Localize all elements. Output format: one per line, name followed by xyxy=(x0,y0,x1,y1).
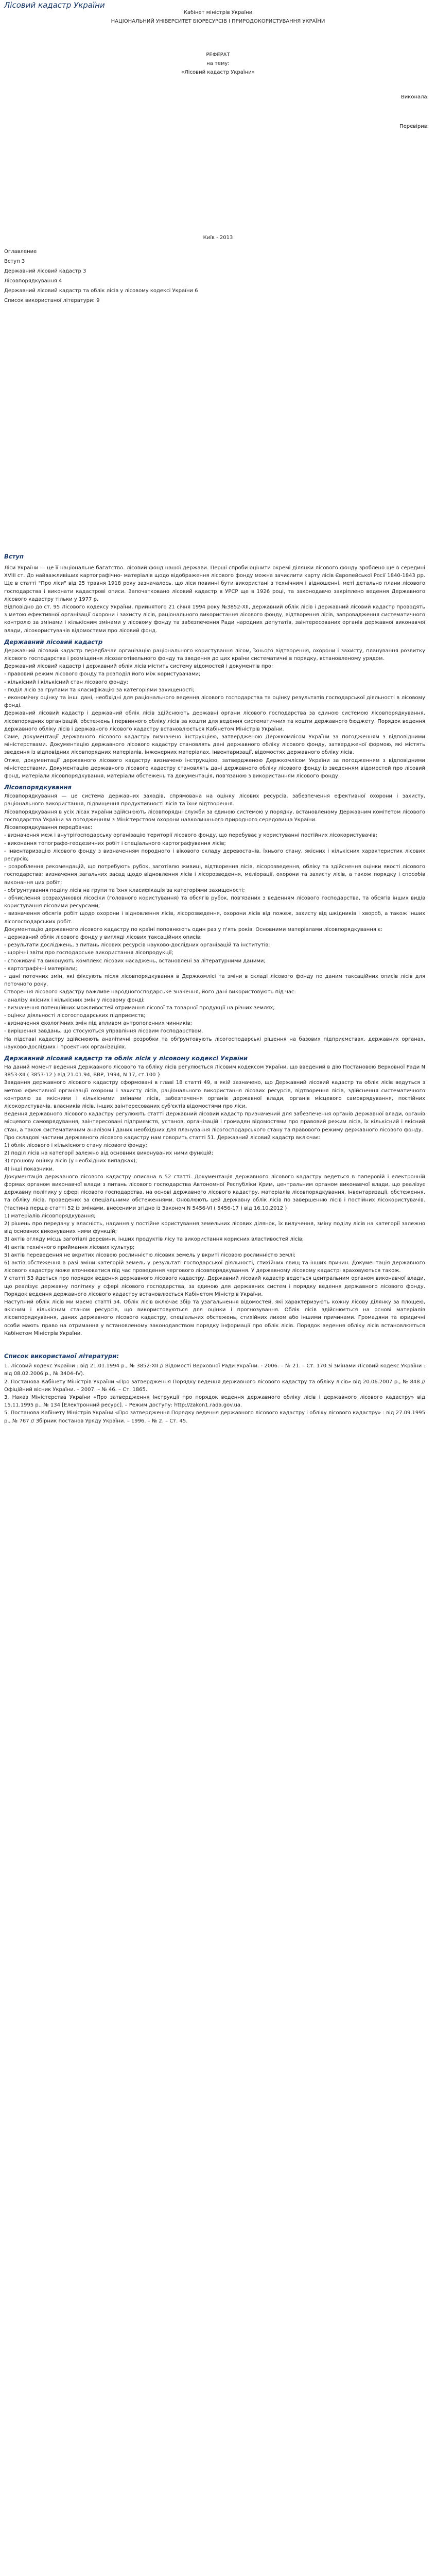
reference-item: 5. Постанова Кабінету Міністрів України «Про затвердження Порядку ведення державного лісового кадастру і обліку лісового кадастру» : від 27.09.1995 р., № 767 // Збірник постанов Уряду України. – 1996. – № 2. – Ст. 45. xyxy=(4,1410,425,1424)
paragraph: Документацію державного лісового кадастру по країні поповнюють один раз у п'ять років. Основними матеріалами лісовпорядкування є: xyxy=(4,926,382,933)
section-forestry xyxy=(4,780,425,1051)
toc-heading: Оглавление xyxy=(4,249,37,255)
paragraph: Створення лісового кадастру важливе народногосподарське значення, його дані використовують під час: xyxy=(4,989,296,995)
list-item: 4) актів технічного приймання лісових культур; xyxy=(4,1244,135,1250)
list-item: - економічну оцінку та інші дані, необхідні для раціонального ведення лісового господарства та оцінку результатів господарської діяльності в лісовому фонді. xyxy=(4,695,425,709)
paragraph: Державний лісовий кадастр і державний облік лісів містить систему відомостей і документів про: xyxy=(4,664,273,670)
reference-item: 3. Наказ Міністерства України «Про затвердження Інструкції про порядок ведення державного обліку лісів і державного лісового кадастру» від 15.11.1995 р., № 134 [Електронний ресурс]. – Режим доступу: http://zakon1.rada.gov.ua. xyxy=(4,1394,425,1409)
list-item: 6) актів обстеження в разі зміни категорій земель у результаті господарської діяльності, стихійних явищ та інших причин. Документація державного лісового кадастру може вточнюватися під час проведення чергового лісовпорядкування. У державному лісовому кадастрі враховуються також. xyxy=(4,1260,425,1274)
section-cadastre xyxy=(4,635,425,780)
section-heading-references: Список використаної літератури: xyxy=(4,1352,119,1360)
list-item: - споживачі та виконують комплекс лісових насаджень, встановлені за літературними даними; xyxy=(4,958,266,964)
list-item: - поділ лісів за групами та класифікацію за категоріями захищеності; xyxy=(4,687,195,693)
list-item: - визначення екологічних змін під впливом антропогенних чинників; xyxy=(4,1021,192,1027)
list-item: - визначення меж і внутрігосподарську організацію території лісового фонду, що перебуває у користуванні постійних лісокористувачів; xyxy=(4,833,377,839)
paragraph: Ліси України — це її національне багатство. лісовий фонд нашої держави. Перші спроби оцінити окремі ділянки лісового фонду зроблено ще в середині XVIII ст. До найважливіших картографічно- матеріалів щодо відображення лісового фонду можна зачислити карту лісів Європейської Росії 1840-1843 рр. Ще в статті "Про ліси" від 25 травня 1918 року зазначалось, що ліси повинні бути використані з технічним і відношенні, меті детально плани лісового господарства і виконати кадастрові описи. Започатковано лісовий кадастр в УРСР ще в 1926 році, та законодавчо закріплено ведення Державного лісового кадастру тільки у 1977 р. xyxy=(4,565,425,602)
toc-item-forestry[interactable]: Лісовпорядкування 4 xyxy=(4,278,62,284)
paragraph: Документація державного лісового кадастру описана в 52 статті. Документація державного лісового кадастру ведеться в паперовій і електронній формах органом виконавчої влади з питань лісового господарства Автономної Республіки Крим, центральним органом виконавчої влади, що реалізує державну політику у сфері лісового господарства, на основі державного лісового кадастру, матеріалів лісовпорядкування, інвентаризації, обстеження, та обліку лісів, проведених за спеціальними обстеженнями. Оновлюють цей державну облік лісів по завершенню лісів і постійних лісокористувачів. (Частина перша статті 52 із змінами, внесеними згідно із Законом N 5456-VI ( 5456-17 ) від 16.10.2012 ) xyxy=(4,1174,425,1211)
paragraph: Ведення державного лісового кадастру регулюють статті Державний лісовий кадастр призначений для забезпечення органів державної влади, органів місцевого самоврядування, заінтересовані підприємств, установ, організацій і громадян відомостями про правовий режим лісів, їх кількісний і якісний стан, а також систематичним аналізом і даних необхідних для планування лісогосподарського стану та правового режиму державного лісового фонду. xyxy=(4,1111,425,1133)
list-item: - визначення потенційних можливостей отримання лісової та товарної продукції на різних землях; xyxy=(4,1005,275,1011)
section-intro xyxy=(4,551,425,635)
list-item: - інвентаризацію лісового фонду з визначенням породного і вікового складу деревостанів, їхнього стану, якісних і кількісних характеристик лісових ресурсів; xyxy=(4,848,425,862)
section-heading-forestry: Лісовпорядкування xyxy=(4,784,72,791)
paragraph: Саме, документації державного лісового кадастру визначено інструкцією, затвердженою Держкомлісом України за погодженням з відповідними міністерствами. Документацію державного лісового кадастру становлять дані державного обліку лісового фонду, затвердженої формою, які містять зведення із відповідних лісовпорядних матеріалів, інженерних матеріалах, інвентаризації, відомостях державного обліку лісів. xyxy=(4,734,425,756)
cover-topic: «Лісовий кадастр України» xyxy=(181,70,255,75)
section-heading-forest-code: Державний лісовий кадастр та облік лісів у лісовому кодексі України xyxy=(4,1054,248,1062)
toc-item-cadastre[interactable]: Державний лісовий кадастр 3 xyxy=(4,268,86,274)
list-item: - щорічні звіти про господарське використання лісопродукції; xyxy=(4,950,173,956)
list-item: 5) актів переведення не вкритих лісовою рослинністю лісових земель у вкриті лісовою рослинністю землі; xyxy=(4,1252,296,1258)
list-item: - оцінки діяльності лісогосподарських підприємств; xyxy=(4,1012,146,1019)
list-item: 2) поділ лісів на категорії залежно від основних виконуваних ними функцій; xyxy=(4,1150,214,1157)
paragraph: Завдання державного лісового кадастру сформовані в главі 18 статті 49, в якій зазначено, що Державний лісовий кадастр та облік лісів ведуться з метою ефективної організації охорони і захисту лісів, раціонального використання лісових ресурсів, відтворення лісів, здійснення систематичного контролю за якісними і кількісними змінами лісів, забезпечення органів державної влади, органів місцевого самоврядування, постійних лісокористувачів, власників лісів, інших заінтересованих суб'єктів відомостями про ліси. xyxy=(4,1080,425,1109)
toc-item-intro[interactable]: Вступ 3 xyxy=(4,259,25,264)
list-item: - обчислення розрахункової лісосіки (головного користування) та обсягів рубок, пов'язаних з веденням лісового господарства, та обсягів інших видів користування лісовими ресурсами; xyxy=(4,895,425,909)
list-item: - виконання топографо-геодезичних робіт і спеціального картографування лісів; xyxy=(4,840,226,846)
paragraph: У статті 53 йдеться про порядок ведення державного лісового кадастру. Державний лісовий кадастр ведеться центральним органом виконавчої влади, що реалізує державну політику у сфері лісового господарства, за єдиною для державних систем і порядку ведення державного лісового фонду. Порядок ведення державного лісового кадастру встановлюється Кабінетом Міністрів України. xyxy=(4,1276,425,1297)
toc-item-code[interactable]: Державний лісовий кадастр та облік лісів у лісовому кодексі України 6 xyxy=(4,288,198,294)
cover-university: НАЦІОНАЛЬНИЙ УНІВЕРСИТЕТ БІОРЕСУРСІВ І ПРИРОДОКОРИСТУВАННЯ УКРАЇНИ xyxy=(111,19,325,24)
list-item: - картографічні матеріали; xyxy=(4,965,77,972)
paragraph: Лісовпорядкування — це система державних заходів, спрямована на оцінку лісових ресурсів, забезпечення ефективної охорони і захисту, раціонального використання, підвищення продуктивності лісів та їхнє відтворення. xyxy=(4,793,425,807)
section-forest-code xyxy=(4,1051,425,1337)
paragraph: На даний момент ведення Державного лісового та обліку лісів регулюється Лісовим кодексом України, що введений в дію Постановою Верховної Ради N 3853-XII ( 3853-12 ) від 21.01.94, ВВР, 1994, N 17, ст.100 } xyxy=(4,1064,425,1078)
list-item: 4) інші показники. xyxy=(4,1166,54,1172)
list-item: - державний облік лісового фонду у вигляді лісових таксаційних описів; xyxy=(4,934,202,940)
list-item: - визначення обсягів робіт щодо охорони і відновлення лісів, лісорозведення, охорони лісів від пожеж, захисту від шкідників і хвороб, а також інших лісогосподарських робіт. xyxy=(4,911,425,925)
list-item: - дані поточних змін, які фіксують після лісовпорядкування в Держкомлісі та зміни в складі лісового фонду по даним таксаційних описів лісів для поточного року. xyxy=(4,973,425,988)
paragraph: Відповідно до ст. 95 Лісового кодексу України, прийнятого 21 січня 1994 року №3852-XII, державний облік лісів і державний лісовий кадастр проводять з метою ефективної організації охорони і захисту лісів, раціонального використання лісового фонду, відтворення лісів, запровадження систематичного контролю за змінами і кількісним змінами у лісовому фонду та забезпечення Ради народних депутатів, заінтересованих органів державної виконавчої влади, лісокористувачів відомостями про лісовий фонд. xyxy=(4,604,425,634)
toc-item-references[interactable]: Список використаної літератури: 9 xyxy=(4,298,100,303)
list-item: - розроблення рекомендацій, що потребують рубок, заготівлю живиці, відтворення лісів, лісорозведення, обліку та здійснення оцінки якості лісового господарства; визначення загальних засад щодо відновлення лісів і лісорозведення, меліорації, охорони та захисту лісів, а також порядку і способів виконання цих робіт; xyxy=(4,864,425,886)
list-item: 3) актів огляду місць заготівлі деревини, інших продуктів лісу та використання корисних властивостей лісів; xyxy=(4,1236,304,1243)
list-item: - вирішення завдань, що стосуються управління лісовим господарством. xyxy=(4,1028,203,1035)
cover-department: Кабінет міністрів України xyxy=(183,10,253,15)
list-item: 1) облік лісового і кількісного стану лісового фонду; xyxy=(4,1143,147,1149)
cover-checked-by: Перевірив: xyxy=(399,124,429,129)
paragraph: Лісовпорядкування в усіх лісах України здійснюють лісовпорядні служби за єдиною системою у порядку, встановленому Державним комітетом лісового господарства України за погодженням з Міністерством охорони навколишнього природного середовища України. xyxy=(4,809,425,823)
paragraph: Державний лісовий кадастр передбачає організацію раціонального користування лісом, їхнього відтворення, охорони і захисту, планування розвитку лісового господарства і розміщення лісозаготівельного фонду та зведення до цих країни систематичні в порядку, встановленому урядом. xyxy=(4,648,425,662)
cover-work-type: РЕФЕРАТ xyxy=(206,52,230,58)
document-body xyxy=(4,551,425,1425)
paragraph: Про складові частини державного лісового кадастру нам говорить статті 51. Державний лісовий кадастр включає: xyxy=(4,1134,321,1141)
list-item: - результати досліджень, з питань лісових ресурсів науково-дослідних організацій та інститутів; xyxy=(4,942,270,948)
list-item: - правовий режим лісового фонду та розподіл його між користувачами; xyxy=(4,671,201,677)
list-item: - аналізу якісних і кількісних змін у лісовому фонді; xyxy=(4,997,145,1003)
list-item: 3) грошову оцінку лісів (у необхідних випадках); xyxy=(4,1158,137,1164)
list-item: - обґрунтування поділу лісів на групи та їхня класифікація за категоріями захищеності; xyxy=(4,887,245,893)
reference-item: 1. Лісовий кодекс України : від 21.01.1994 р., № 3852-XII // Відомості Верховної Ради України. - 2006. – № 21. – Ст. 170 зі змінами Лісовий кодекс України : від 08.02.2006 р., № 3404–IV). xyxy=(4,1363,425,1377)
paragraph: Отже, документації державного лісового кадастру визначено інструкцією, затвердженою Держкомлісом України за погодженням з відповідними міністерствами. Документацію державного лісового кадастру становлять дані державного обліку лісового фонду із зведенням відомостей про лісовий фонд, матеріали лісовпорядкування, матеріали обстежень та документація, пов'язаною з використанням лісового фонду. xyxy=(4,757,425,779)
cover-performed-by: Виконала: xyxy=(400,94,429,100)
paragraph: Державний лісовий кадастр і державний облік лісів здійснюють державні органи лісового господарства за єдиною системою лісовпорядкування, лісовпорядних організацій, обстежень і первинного обліку лісів за кошти для ведення систематичних та кошти державного бюджету. Порядок ведення державного обліку лісів і державного лісового кадастру встановлюється Кабінетом Міністрів України. xyxy=(4,710,425,732)
section-heading-intro: Вступ xyxy=(4,553,24,560)
list-item: 2) рішень про передачу у власність, надання у постійне користування земельних лісових ділянок, їх вилучення, зміну поділу лісів на категорії залежно від основних виконуваних ними функцій; xyxy=(4,1221,425,1235)
cover-city-year: Київ - 2013 xyxy=(203,235,233,241)
reference-list xyxy=(4,1362,425,1425)
list-item: - кількісний і кількісний стан лісового фонду; xyxy=(4,679,128,685)
document-title: Лісовий кадастр України xyxy=(4,1,105,10)
paragraph: Лісовпорядкування передбачає: xyxy=(4,825,93,831)
cover-on-topic: на тему: xyxy=(206,61,230,66)
section-references xyxy=(4,1337,425,1425)
paragraph: На підставі кадастру здійснюють аналітичні розробки та обґрунтовують лісогосподарські рішення на базових підприємствах, державних органах, науково-дослідних і проектних організаціях. xyxy=(4,1036,425,1050)
list-item: 1) матеріалів лісовпорядкування; xyxy=(4,1213,96,1219)
reference-item: 2. Постанова Кабінету Міністрів України «Про затвердження Порядку ведення державного лісового кадастру та обліку лісів» від 20.06.2007 р., № 848 // Офіційний вісник України. – 2007. – № 46. – Ст. 1865. xyxy=(4,1379,425,1393)
section-heading-cadastre: Державний лісовий кадастр xyxy=(4,638,103,646)
paragraph: Наступний облік лісів ми маємо статті 54. Облік лісів включає збір та узагальнення відомостей, які характеризують кожну лісову ділянку за площею, якісним і кількісним станом ресурсів, що використовуються для оцінки і прогнозування. Облік лісів здійснюється на основі матеріалів лісовпорядкування, даних державного лісового кадастру, спеціальних обстежень, стихійних лихом або іншими причинами. Громадяни та юридичні особи мають право на отримання у встановленому законодавством порядку інформації про облік лісів. Порядок ведення обліку лісів встановлюється Кабінетом Міністрів України. xyxy=(4,1299,425,1336)
